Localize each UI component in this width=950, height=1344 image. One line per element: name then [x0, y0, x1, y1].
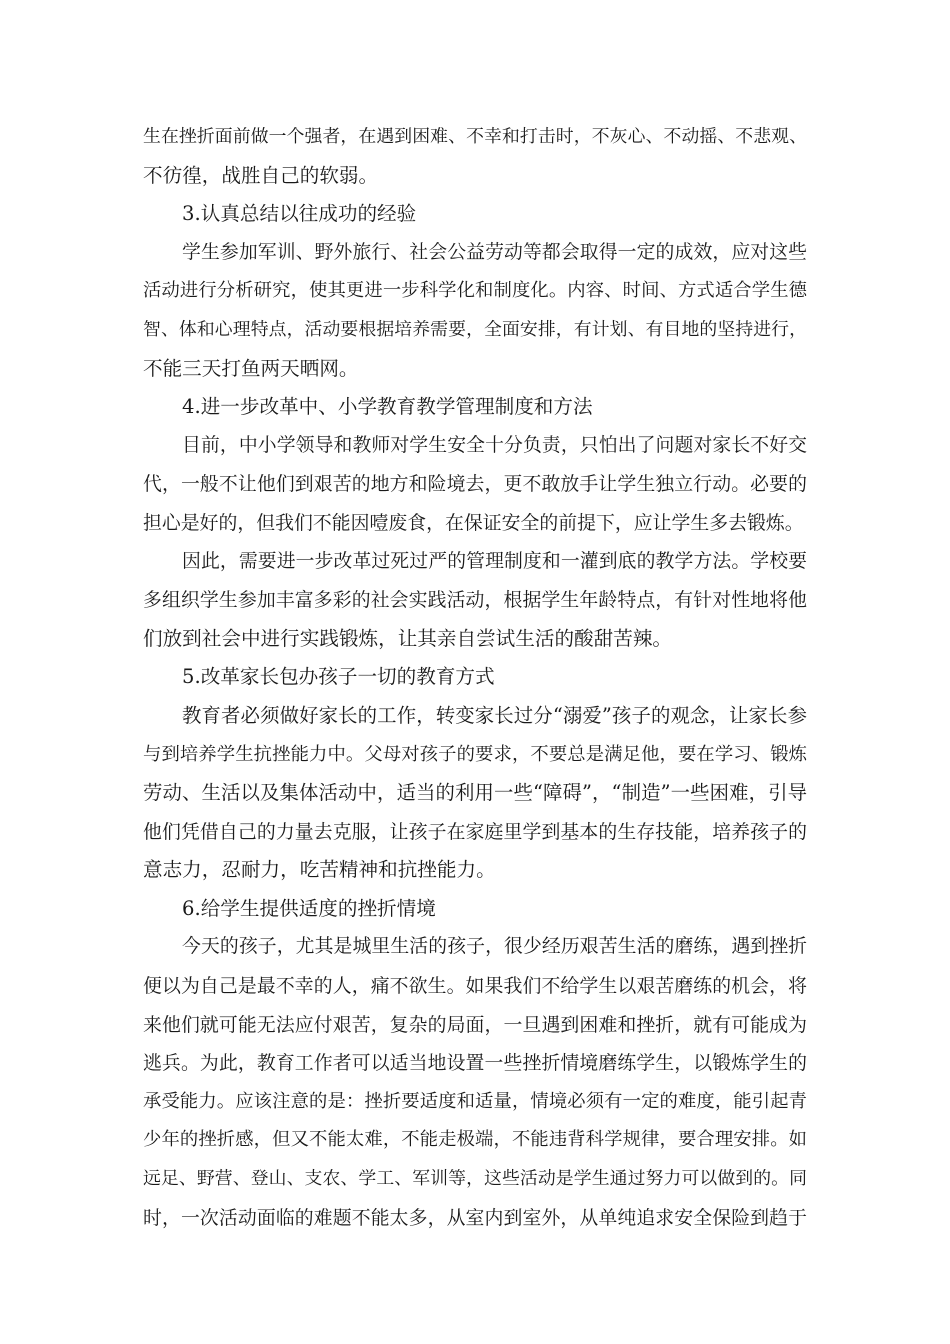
text-line: 来他们就可能无法应付艰苦，复杂的局面，一旦遇到困难和挫折，就有可能成为: [143, 1013, 807, 1036]
text-line: 逃兵。为此，教育工作者可以适当地设置一些挫折情境磨练学生，以锻炼学生的: [143, 1052, 807, 1075]
text-line: 他们凭借自己的力量去克服，让孩子在家庭里学到基本的生存技能，培养孩子的: [143, 820, 807, 843]
text-line: 今天的孩子，尤其是城里生活的孩子，很少经历艰苦生活的磨练，遇到挫折: [182, 936, 807, 958]
document-page: [143, 118, 807, 1237]
text-line: 目前，中小学领导和教师对学生安全十分负责，只怕出了问题对家长不好交: [182, 434, 807, 456]
section-heading: 5.改革家长包办孩子一切的教育方式: [182, 665, 495, 689]
section-heading: 6.给学生提供适度的挫折情境: [182, 896, 436, 920]
text-line: 远足、野营、登山、支农、学工、军训等，这些活动是学生通过努力可以做到的。同: [143, 1168, 807, 1190]
text-line: 活动进行分析研究，使其更进一步科学化和制度化。内容、时间、方式适合学生德: [143, 280, 807, 302]
text-line: 劳动、生活以及集体活动中，适当的利用一些“障碍”，“制造”一些困难，引导: [143, 781, 807, 805]
text-line: 代，一般不让他们到艰苦的地方和险境去，更不敢放手让学生独立行动。必要的: [143, 473, 807, 496]
text-line: 多组织学生参加丰富多彩的社会实践活动，根据学生年龄特点，有针对性地将他: [143, 589, 807, 612]
text-line: 智、体和心理特点，活动要根据培养需要，全面安排，有计划、有目地的坚持进行，: [143, 318, 807, 340]
text-line: 时，一次活动面临的难题不能太多，从室内到室外，从单纯追求安全保险到趋于: [143, 1206, 807, 1229]
text-line: 担心是好的，但我们不能因噎废食，在保证安全的前提下，应让学生多去锻炼。: [143, 511, 804, 534]
text-line: 不能三天打鱼两天晒网。: [143, 356, 359, 380]
text-line: 不彷徨，战胜自己的软弱。: [143, 163, 379, 187]
text-line: 意志力，忍耐力，吃苦精神和抗挫能力。: [143, 858, 496, 882]
text-line: 生在挫折面前做一个强者，在遇到困难、不幸和打击时，不灰心、不动摇、不悲观、: [143, 126, 807, 147]
text-line: 少年的挫折感，但又不能太难，不能走极端，不能违背科学规律，要合理安排。如: [143, 1129, 807, 1151]
text-line: 承受能力。应该注意的是：挫折要适度和适量，情境必须有一定的难度，能引起青: [143, 1090, 807, 1112]
text-line: 学生参加军训、野外旅行、社会公益劳动等都会取得一定的成效，应对这些: [182, 241, 807, 263]
text-line: 便以为自己是最不幸的人，痛不欲生。如果我们不给学生以艰苦磨练的机会，将: [143, 975, 807, 998]
text-line: 教育者必须做好家长的工作，转变家长过分“溺爱”孩子的观念，让家长参: [182, 703, 807, 727]
text-line: 因此，需要进一步改革过死过严的管理制度和一灌到底的教学方法。学校要: [182, 550, 807, 572]
section-heading: 4.进一步改革中、小学教育教学管理制度和方法: [182, 395, 593, 419]
section-heading: 3.认真总结以往成功的经验: [182, 202, 417, 226]
text-line: 与到培养学生抗挫能力中。父母对孩子的要求，不要总是满足他，要在学习、锻炼: [143, 743, 807, 765]
text-line: 们放到社会中进行实践锻炼，让其亲自尝试生活的酸甜苦辣。: [143, 626, 673, 650]
